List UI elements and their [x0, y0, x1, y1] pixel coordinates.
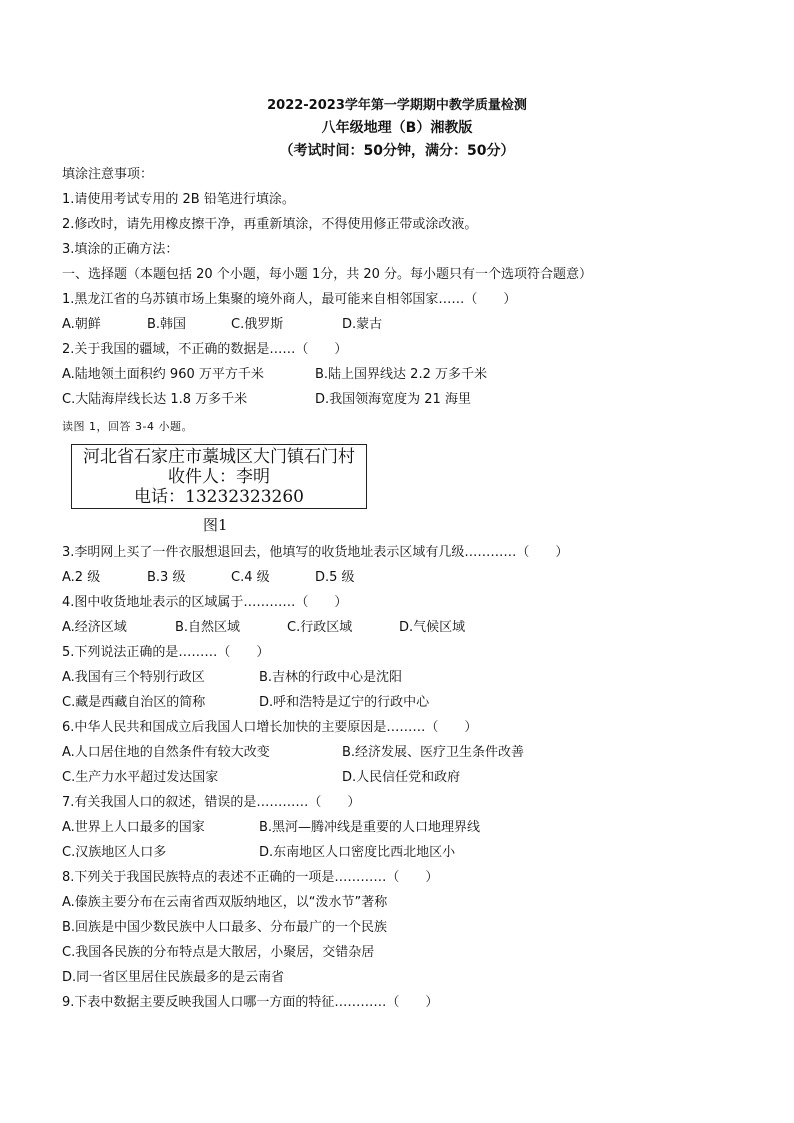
exam-title: 2022-2023学年第一学期期中教学质量检测: [267, 98, 527, 113]
figure-caption: 图1: [203, 516, 228, 534]
question-9-stem: 9.下表中数据主要反映我国人口哪一方面的特征…………（ ）: [62, 995, 439, 1010]
section-heading: 一、选择题（本题包括 20 个小题，每小题 1分，共 20 分。每小题只有一个选项符合题意）: [62, 267, 593, 282]
question-1-stem: 1.黑龙江省的乌苏镇市场上集聚的境外商人，最可能来自相邻国家……（ ）: [62, 292, 517, 307]
q6-option-d[interactable]: D.人民信任党和政府: [342, 770, 461, 785]
note-item: 2.修改时，请先用橡皮擦干净，再重新填涂，不得使用修正带或涂改液。: [62, 217, 478, 232]
q5-option-d[interactable]: D.呼和浩特是辽宁的行政中心: [259, 695, 430, 710]
q2-option-d[interactable]: D.我国领海宽度为 21 海里: [315, 392, 471, 407]
q6-option-a[interactable]: A.人口居住地的自然条件有较大改变: [62, 745, 270, 760]
q7-option-a[interactable]: A.世界上人口最多的国家: [62, 820, 205, 835]
note-item: 1.请使用考试专用的 2B 铅笔进行填涂。: [62, 192, 295, 207]
question-5-stem: 5.下列说法正确的是………（ ）: [62, 645, 270, 660]
q2-option-a[interactable]: A.陆地领土面积约 960 万平方千米: [62, 367, 264, 382]
address-line: 河北省石家庄市藁城区大门镇石门村: [83, 447, 355, 467]
q5-option-a[interactable]: A.我国有三个特别行政区: [62, 670, 205, 685]
question-6-stem: 6.中华人民共和国成立后我国人口增长加快的主要原因是………（ ）: [62, 720, 478, 735]
q8-option-c[interactable]: C.我国各民族的分布特点是大散居，小聚居，交错杂居: [62, 945, 375, 960]
q3-option-a[interactable]: A.2 级: [62, 570, 101, 585]
q6-option-c[interactable]: C.生产力水平超过发达国家: [62, 770, 219, 785]
q1-option-b[interactable]: B.韩国: [147, 317, 187, 332]
exam-subtitle: 八年级地理（B）湘教版: [321, 120, 473, 136]
q8-option-d[interactable]: D.同一省区里居住民族最多的是云南省: [62, 970, 285, 985]
q3-option-b[interactable]: B.3 级: [147, 570, 186, 585]
notes-heading: 填涂注意事项：: [62, 167, 154, 182]
q7-option-b[interactable]: B.黑河—腾冲线是重要的人口地理界线: [259, 820, 481, 835]
q5-option-c[interactable]: C.藏是西藏自治区的简称: [62, 695, 206, 710]
q1-option-c[interactable]: C.俄罗斯: [231, 317, 284, 332]
recipient-line: 收件人：李明: [168, 467, 270, 487]
question-2-stem: 2.关于我国的疆域，不正确的数据是……（ ）: [62, 342, 348, 357]
q7-option-d[interactable]: D.东南地区人口密度比西北地区小: [259, 845, 456, 860]
q8-option-a[interactable]: A.傣族主要分布在云南省西双版纳地区，以“泼水节”著称: [62, 895, 388, 910]
question-7-stem: 7.有关我国人口的叙述，错误的是…………（ ）: [62, 795, 361, 810]
q4-option-c[interactable]: C.行政区域: [287, 620, 353, 635]
address-label-box: [71, 444, 367, 509]
q3-option-c[interactable]: C.4 级: [231, 570, 270, 585]
q4-option-a[interactable]: A.经济区域: [62, 620, 127, 635]
note-item: 3.填涂的正确方法：: [62, 242, 179, 257]
question-3-stem: 3.李明网上买了一件衣服想退回去，他填写的收货地址表示区域有几级…………（ ）: [62, 545, 569, 560]
phone-line: 电话：13232323260: [134, 487, 304, 507]
figure-cue: 读图 1，回答 3-4 小题。: [62, 420, 193, 433]
q1-option-a[interactable]: A.朝鲜: [62, 317, 101, 332]
q8-option-b[interactable]: B.回族是中国少数民族中人口最多、分布最广的一个民族: [62, 920, 388, 935]
q4-option-d[interactable]: D.气候区域: [399, 620, 466, 635]
q7-option-c[interactable]: C.汉族地区人口多: [62, 845, 167, 860]
q2-option-c[interactable]: C.大陆海岸线长达 1.8 万多千米: [62, 392, 248, 407]
question-4-stem: 4.图中收货地址表示的区域属于…………（ ）: [62, 595, 348, 610]
question-8-stem: 8.下列关于我国民族特点的表述不正确的一项是…………（ ）: [62, 870, 439, 885]
q5-option-b[interactable]: B.吉林的行政中心是沈阳: [259, 670, 403, 685]
q4-option-b[interactable]: B.自然区域: [175, 620, 241, 635]
q6-option-b[interactable]: B.经济发展、医疗卫生条件改善: [342, 745, 525, 760]
exam-info: （考试时间：50分钟，满分：50分）: [279, 143, 515, 159]
q3-option-d[interactable]: D.5 级: [315, 570, 355, 585]
q2-option-b[interactable]: B.陆上国界线达 2.2 万多千米: [315, 367, 487, 382]
q1-option-d[interactable]: D.蒙古: [342, 317, 383, 332]
